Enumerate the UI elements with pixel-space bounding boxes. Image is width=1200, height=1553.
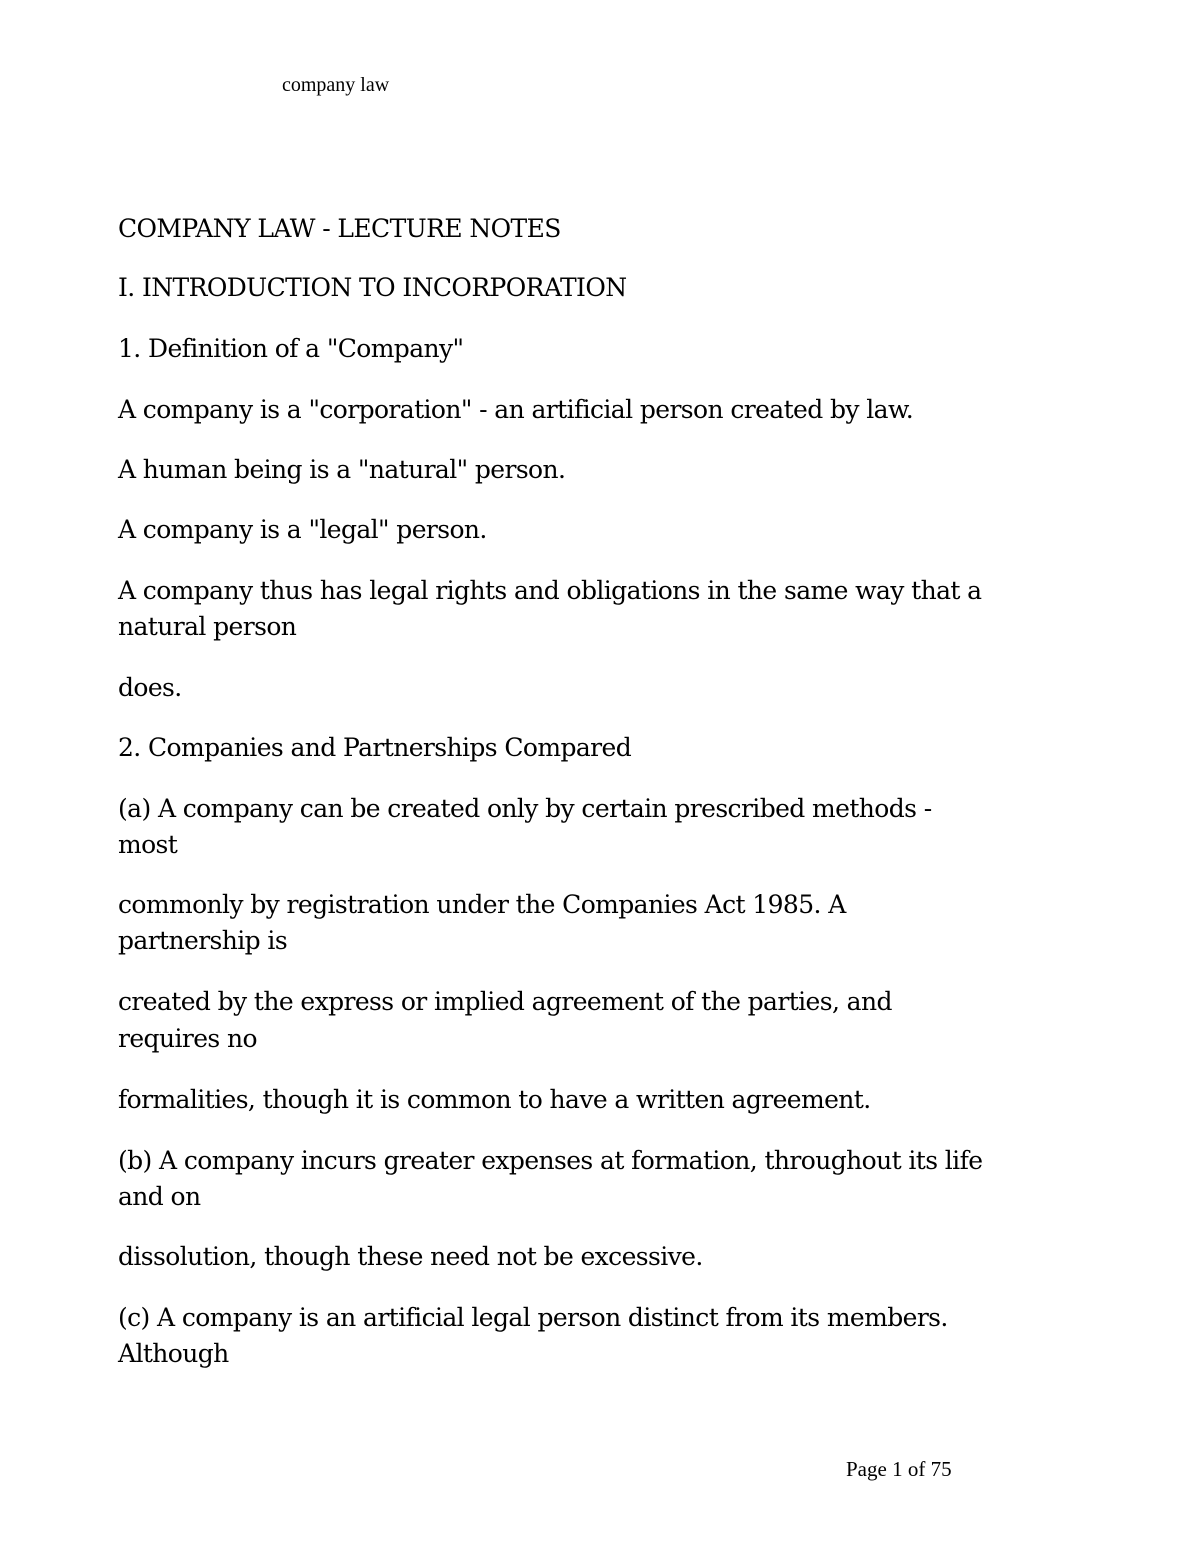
body-line: (b) A company incurs greater expenses at formation, throughout its life bbox=[118, 1146, 983, 1175]
subsection-heading: 2. Companies and Partnerships Compared bbox=[118, 733, 632, 762]
body-line: dissolution, though these need not be excessive. bbox=[118, 1242, 703, 1271]
body-line: created by the express or implied agreement of the parties, and bbox=[118, 987, 892, 1016]
document-title: COMPANY LAW - LECTURE NOTES bbox=[118, 214, 561, 243]
body-line: most bbox=[118, 830, 178, 859]
body-line: natural person bbox=[118, 612, 297, 641]
body-line: partnership is bbox=[118, 926, 288, 955]
running-header: company law bbox=[282, 74, 390, 96]
subsection-heading: 1. Definition of a "Company" bbox=[118, 334, 464, 363]
body-line: does. bbox=[118, 673, 182, 702]
body-line: requires no bbox=[118, 1024, 257, 1053]
body-line: A human being is a "natural" person. bbox=[118, 455, 566, 484]
body-line: (a) A company can be created only by certain prescribed methods - bbox=[118, 794, 932, 823]
body-line: A company thus has legal rights and obligations in the same way that a bbox=[118, 576, 982, 605]
body-line: formalities, though it is common to have a written agreement. bbox=[118, 1085, 871, 1114]
section-heading: I. INTRODUCTION TO INCORPORATION bbox=[118, 273, 627, 302]
body-line: commonly by registration under the Companies Act 1985. A bbox=[118, 890, 846, 919]
body-line: A company is a "corporation" - an artificial person created by law. bbox=[118, 395, 914, 424]
body-line: (c) A company is an artificial legal person distinct from its members. bbox=[118, 1303, 948, 1332]
body-line: A company is a "legal" person. bbox=[118, 515, 487, 544]
page-number: Page 1 of 75 bbox=[846, 1457, 952, 1481]
body-line: and on bbox=[118, 1182, 201, 1211]
body-line: Although bbox=[118, 1339, 229, 1368]
